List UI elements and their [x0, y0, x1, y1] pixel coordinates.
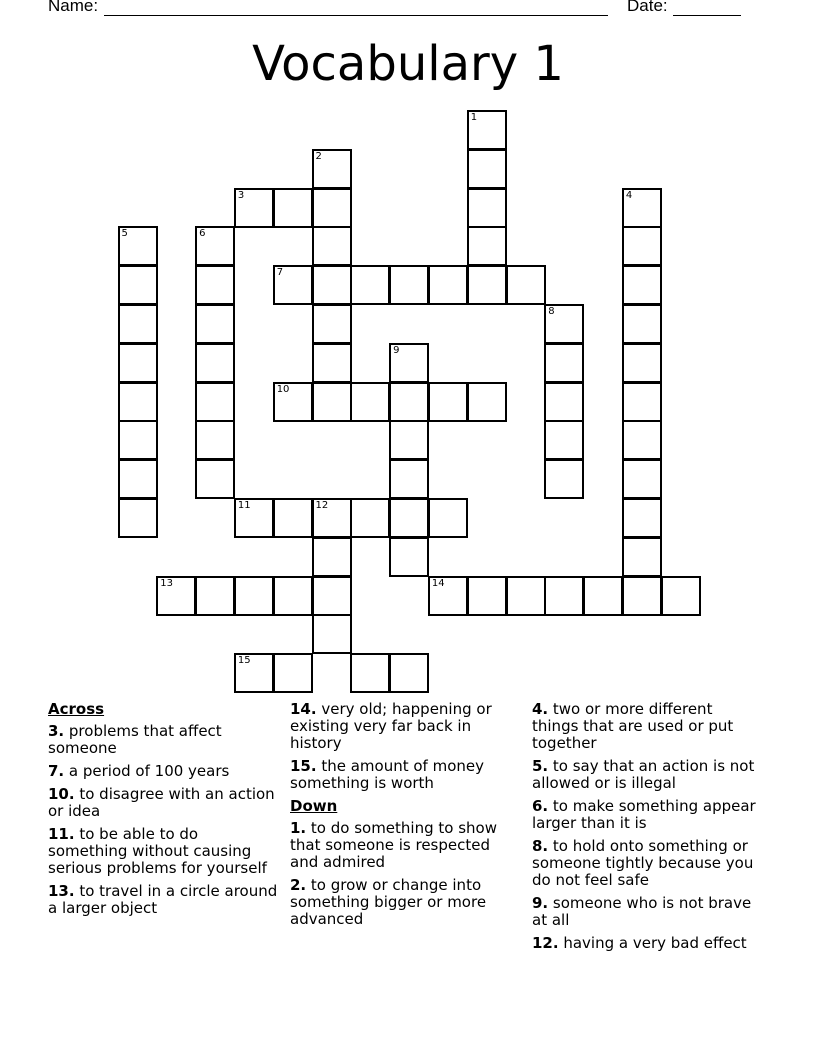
crossword-cell[interactable] [118, 498, 158, 538]
crossword-cell[interactable] [583, 576, 623, 616]
down-clue [532, 895, 762, 929]
down-clue-list [290, 820, 520, 928]
crossword-cell[interactable] [389, 343, 429, 383]
clue-text: someone who is not brave at all [532, 894, 752, 929]
crossword-cell[interactable] [234, 188, 274, 228]
crossword-cell[interactable] [389, 537, 429, 577]
clue-text: two or more different things that are used or put together [532, 700, 734, 752]
crossword-cell[interactable] [622, 537, 662, 577]
clue-number-label: 13. [48, 882, 75, 900]
crossword-cell[interactable] [312, 343, 352, 383]
crossword-cell[interactable] [467, 576, 507, 616]
clue-number-label: 5. [532, 757, 549, 775]
crossword-cell[interactable] [622, 304, 662, 344]
down-clue [290, 820, 520, 871]
crossword-cell[interactable] [350, 498, 390, 538]
crossword-cell[interactable] [118, 265, 158, 305]
crossword-cell[interactable] [544, 343, 584, 383]
clue-text: to hold onto something or someone tightly because you do not feel safe [532, 837, 754, 889]
crossword-cell[interactable] [622, 226, 662, 266]
clue-number: 6 [199, 228, 206, 240]
clue-text: the amount of money something is worth [290, 757, 485, 792]
crossword-cell[interactable] [389, 498, 429, 538]
puzzle-title: Vocabulary 1 [252, 36, 564, 92]
crossword-cell[interactable] [622, 420, 662, 460]
clue-number-label: 9. [532, 894, 549, 912]
down-clue [532, 935, 762, 952]
crossword-cell[interactable] [389, 265, 429, 305]
crossword-cell[interactable] [195, 382, 235, 422]
crossword-cell[interactable] [428, 382, 468, 422]
crossword-cell[interactable] [467, 149, 507, 189]
crossword-cell[interactable] [467, 226, 507, 266]
crossword-cell[interactable] [389, 653, 429, 693]
clue-number-label: 7. [48, 762, 65, 780]
clue-number-label: 6. [532, 797, 549, 815]
crossword-cell[interactable] [467, 382, 507, 422]
crossword-cell[interactable] [234, 498, 274, 538]
crossword-cell[interactable] [312, 188, 352, 228]
crossword-cell[interactable] [467, 110, 507, 150]
crossword-cell[interactable] [195, 343, 235, 383]
down-clue [532, 758, 762, 792]
across-clue [48, 723, 278, 757]
crossword-cell[interactable] [195, 576, 235, 616]
across-clue [290, 701, 520, 752]
clue-text: to do something to show that someone is respected and admired [290, 819, 497, 871]
clues-column-3 [532, 701, 762, 958]
clue-text: to say that an action is not allowed or is illegal [532, 757, 755, 792]
across-clue [48, 826, 278, 877]
crossword-cell[interactable] [350, 382, 390, 422]
clue-text: problems that affect someone [48, 722, 222, 757]
across-clue-list-continued [290, 701, 520, 792]
down-clue [532, 798, 762, 832]
clue-number-label: 2. [290, 876, 307, 894]
crossword-cell[interactable] [544, 304, 584, 344]
crossword-cell[interactable] [389, 420, 429, 460]
crossword-cell[interactable] [312, 382, 352, 422]
crossword-cell[interactable] [622, 188, 662, 228]
clue-number: 4 [625, 189, 633, 201]
crossword-cell[interactable] [312, 576, 352, 616]
crossword-cell[interactable] [622, 343, 662, 383]
clue-text: to make something appear larger than it is [532, 797, 756, 832]
clue-number: 14 [431, 577, 445, 589]
down-clue [532, 838, 762, 889]
crossword-cell[interactable] [312, 304, 352, 344]
crossword-cell[interactable] [156, 576, 196, 616]
clue-text: to grow or change into something bigger or more advanced [290, 876, 487, 928]
clue-number: 2 [315, 150, 322, 162]
crossword-cell[interactable] [622, 576, 662, 616]
clue-text: a period of 100 years [64, 762, 230, 780]
across-clue-list [48, 723, 278, 917]
crossword-cell[interactable] [506, 265, 546, 305]
clue-number: 7 [276, 267, 284, 279]
clue-number: 5 [121, 228, 128, 240]
crossword-cell[interactable] [389, 382, 429, 422]
crossword-cell[interactable] [312, 537, 352, 577]
crossword-cell[interactable] [195, 459, 235, 499]
name-label: Name: [48, 0, 99, 15]
across-clue [48, 883, 278, 917]
crossword-cell[interactable] [312, 226, 352, 266]
clue-number-label: 10. [48, 785, 75, 803]
crossword-cell[interactable] [195, 420, 235, 460]
crossword-cell[interactable] [544, 459, 584, 499]
crossword-cell[interactable] [506, 576, 546, 616]
down-clue [532, 701, 762, 752]
crossword-cell[interactable] [195, 265, 235, 305]
crossword-cell[interactable] [428, 576, 468, 616]
clues-column-2 [290, 701, 520, 934]
crossword-cell[interactable] [622, 498, 662, 538]
clue-number-label: 3. [48, 722, 65, 740]
clue-number: 1 [470, 112, 478, 123]
crossword-cell[interactable] [118, 304, 158, 344]
clue-number: 9 [393, 344, 400, 356]
crossword-cell[interactable] [118, 420, 158, 460]
clue-number: 15 [237, 655, 251, 667]
date-label: Date: [627, 0, 668, 15]
clue-text: to travel in a circle around a larger object [48, 882, 278, 917]
across-heading: Across [48, 700, 105, 718]
crossword-cell[interactable] [467, 188, 507, 228]
crossword-cell[interactable] [118, 226, 158, 266]
crossword-cell[interactable] [544, 382, 584, 422]
clues-column-1 [48, 701, 278, 923]
down-heading: Down [290, 797, 338, 815]
across-clue [48, 763, 278, 780]
clue-number-label: 4. [532, 700, 549, 718]
clue-number: 10 [276, 383, 290, 395]
crossword-cell[interactable] [273, 653, 313, 693]
crossword-cell[interactable] [312, 149, 352, 189]
clue-number: 8 [548, 306, 555, 317]
across-clue [290, 758, 520, 792]
crossword-cell[interactable] [350, 653, 390, 693]
clue-number: 3 [237, 189, 245, 201]
clue-number: 11 [237, 500, 251, 511]
crossword-cell[interactable] [273, 188, 313, 228]
down-clue-list-continued [532, 701, 762, 952]
crossword-cell[interactable] [118, 382, 158, 422]
clue-text: to disagree with an action or idea [48, 785, 275, 820]
crossword-cell[interactable] [428, 265, 468, 305]
crossword-cell[interactable] [195, 304, 235, 344]
crossword-cell[interactable] [312, 498, 352, 538]
crossword-cell[interactable] [118, 459, 158, 499]
crossword-cell[interactable] [661, 576, 701, 616]
crossword-cell[interactable] [350, 265, 390, 305]
crossword-cell[interactable] [273, 576, 313, 616]
crossword-cell[interactable] [622, 265, 662, 305]
clue-number-label: 8. [532, 837, 549, 855]
crossword-cell[interactable] [234, 653, 274, 693]
clue-number-label: 1. [290, 819, 307, 837]
down-clue [290, 877, 520, 928]
crossword-cell[interactable] [312, 265, 352, 305]
crossword-cell[interactable] [544, 576, 584, 616]
clue-number-label: 11. [48, 825, 75, 843]
crossword-cell[interactable] [622, 382, 662, 422]
crossword-cell[interactable] [389, 459, 429, 499]
crossword-cell[interactable] [273, 498, 313, 538]
clue-number: 12 [315, 500, 329, 511]
crossword-cell[interactable] [312, 614, 352, 654]
across-clue [48, 786, 278, 820]
clue-text: to be able to do something without causing serious problems for yourself [48, 825, 267, 877]
clue-text: having a very bad effect [558, 934, 747, 952]
crossword-cell[interactable] [544, 420, 584, 460]
crossword-cell[interactable] [234, 576, 274, 616]
crossword-cell[interactable] [467, 265, 507, 305]
clue-number-label: 14. [290, 700, 317, 718]
clue-number: 13 [160, 577, 174, 589]
clue-text: very old; happening or existing very far back in history [290, 700, 492, 752]
clue-number-label: 15. [290, 757, 317, 775]
crossword-cell[interactable] [273, 265, 313, 305]
crossword-cell[interactable] [273, 382, 313, 422]
crossword-cell[interactable] [195, 226, 235, 266]
clue-number-label: 12. [532, 934, 559, 952]
crossword-cell[interactable] [428, 498, 468, 538]
crossword-cell[interactable] [118, 343, 158, 383]
crossword-cell[interactable] [622, 459, 662, 499]
